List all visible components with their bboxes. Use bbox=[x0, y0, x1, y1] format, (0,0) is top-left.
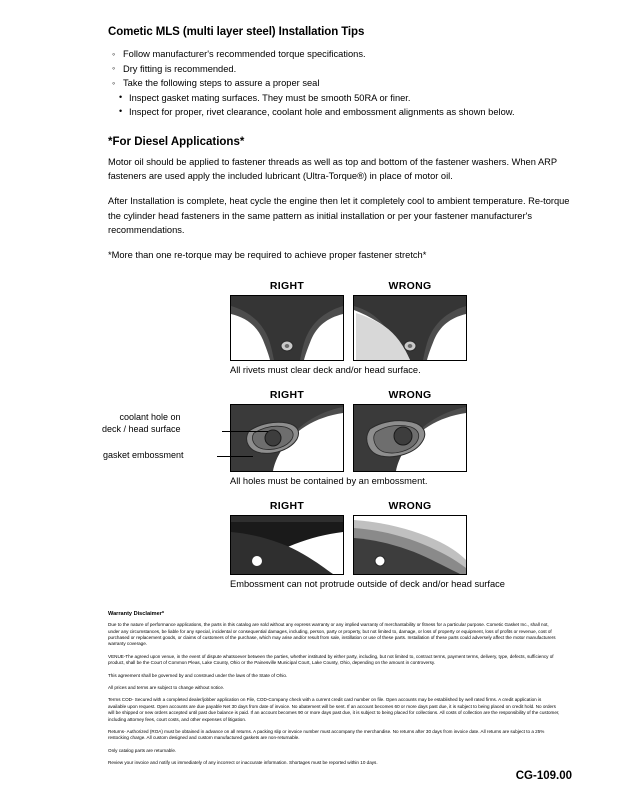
figure-label: RIGHT bbox=[269, 389, 305, 402]
callout-gasket-embossment bbox=[103, 449, 184, 461]
figure-image-right-rivets bbox=[230, 295, 344, 361]
list-item: ◦ Take the following steps to assure a proper seal bbox=[112, 76, 578, 91]
figure-caption-holes: All holes must be contained by an embossment. bbox=[230, 476, 428, 487]
figure-wrong-holes bbox=[353, 389, 467, 472]
figure-image-wrong-rivets bbox=[353, 295, 467, 361]
figure-image-right-holes bbox=[230, 404, 344, 472]
warranty-paragraph: This agreement shall be governed by and construed under the laws of the State of Ohio. bbox=[108, 672, 288, 678]
installation-tips-list bbox=[112, 47, 578, 91]
callout-line-1: gasket embossment bbox=[103, 450, 184, 461]
figure-callouts bbox=[102, 389, 578, 472]
page-title: Cometic MLS (multi layer steel) Installation Tips bbox=[108, 26, 365, 38]
warranty-heading: Warranty Disclaimer* bbox=[108, 611, 165, 618]
warranty-paragraph: Due to the nature of performance applications, the parts in this catalog are sold without any express warranty or any implied warranty of merchantability or fitness for a particular purpose. Cometic Gasket Inc., shall not, under any circumstances, be liable for any special, incidental or consequential damages, including, person, party or property, but not limited to, damage, or loss of property or equipment, loss of profits or revenue, cost of purchased or replacement goods, or claims of customers of the purchase, which may arise and/or result from sale, instillation or use of these parts. Installation of these parts could adversely affect the motor manufacturers warranty coverage. bbox=[108, 622, 556, 647]
figure-right-protrude bbox=[230, 500, 344, 575]
figure-right-rivets bbox=[230, 280, 344, 361]
diesel-heading: *For Diesel Applications* bbox=[108, 135, 245, 148]
leader-line-coolant bbox=[222, 431, 268, 432]
list-item: • Inspect gasket mating surfaces. They must be smooth 50RA or finer. bbox=[119, 91, 578, 106]
warranty-section bbox=[108, 611, 560, 767]
warranty-paragraph: Only catalog parts are returnable. bbox=[108, 747, 177, 753]
diesel-paragraph-1: Motor oil should be applied to fastener threads as well as top and bottom of the fastener washers. When ARP fasteners are used apply the included lubricant (Ultra-Torque®) in place of motor oil. bbox=[108, 156, 557, 182]
warranty-paragraph: VENUE-The agreed upon venue, in the event of dispute whatsoever between the parties, whether instituted by either party, including, but not limited to, contract terms, payment terms, delivery, type, defects, sufficiency of product, shall be the Court of Common Pleas, Lake County, Ohio or the Painesville Municipal Court, Lake County, Ohio, depending on the amount in controversy. bbox=[108, 653, 554, 666]
figure-section bbox=[102, 280, 578, 590]
figure-row-rivets bbox=[230, 280, 578, 361]
callout-line-2: deck / head surface bbox=[102, 424, 181, 435]
figure-caption-protrude: Embossment can not protrude outside of deck and/or head surface bbox=[230, 579, 505, 590]
installation-subtips-list bbox=[119, 91, 578, 120]
callout-line-1: coolant hole on bbox=[119, 412, 181, 423]
warranty-paragraph: All prices and terms are subject to change without notice. bbox=[108, 685, 225, 691]
figure-label: WRONG bbox=[388, 280, 432, 293]
list-item: • Inspect for proper, rivet clearance, coolant hole and embossment alignments as shown below. bbox=[119, 105, 578, 120]
diesel-paragraph-3: *More than one re-torque may be required to achieve proper fastener stretch* bbox=[108, 249, 427, 260]
figure-label: WRONG bbox=[388, 389, 432, 402]
figure-label: RIGHT bbox=[269, 500, 305, 513]
callout-coolant-hole bbox=[102, 411, 181, 435]
leader-line-embossment bbox=[217, 456, 253, 457]
figure-row-protrude bbox=[230, 500, 578, 575]
diesel-paragraph-2: After Installation is complete, heat cycle the engine then let it completely cool to ambient temperature. Re-torque the cylinder head fasteners in the same pattern as initial installation or per your fastener manufacturer's recommendations. bbox=[108, 196, 570, 235]
figure-label: RIGHT bbox=[269, 280, 305, 293]
warranty-paragraph: Review your invoice and notify us immediately of any incorrect or inaccurate information. Shortages must be reported within 10 days. bbox=[108, 760, 378, 766]
warranty-paragraph: Returns- Authorized (ROA) must be obtained in advance on all returns. A packing slip or invoice number must accompany the merchandise. No returns after 30 days from invoice date. All returns are subject to a 25% restocking charge. All custom designed and custom manufactured gaskets are non-returnable. bbox=[108, 729, 545, 741]
figure-label: WRONG bbox=[388, 500, 432, 513]
figure-image-wrong-protrude bbox=[353, 515, 467, 575]
figure-row-holes bbox=[230, 389, 578, 472]
figure-caption-rivets: All rivets must clear deck and/or head surface. bbox=[230, 365, 421, 376]
figure-image-right-protrude bbox=[230, 515, 344, 575]
figure-wrong-rivets bbox=[353, 280, 467, 361]
warranty-paragraph: Terms COD- Secured with a completed dealer/jobber application on File, COD-Company check with a current credit card number on file. Open accounts may be established by well rated firms. A credit application is available upon request. Open accounts are due payable Net 30 days from date of invoice. No abatement will be sent. If an account becomes 60 or more days past due, it is subject to being placed on credit hold. No orders will be shipped or new orders accepted until past due balance is paid. If an account becomes 90 or more days past due, it is subject to being placed for collections. All costs of collection are the responsibility of the customer, including attorney fees, court costs, and other expenses of litigation. bbox=[108, 697, 560, 722]
figure-image-wrong-holes bbox=[353, 404, 467, 472]
document-id: CG-109.00 bbox=[515, 770, 572, 782]
figure-wrong-protrude bbox=[353, 500, 467, 575]
list-item: ◦ Dry fitting is recommended. bbox=[112, 62, 578, 77]
list-item: ◦ Follow manufacturer's recommended torque specifications. bbox=[112, 47, 578, 62]
